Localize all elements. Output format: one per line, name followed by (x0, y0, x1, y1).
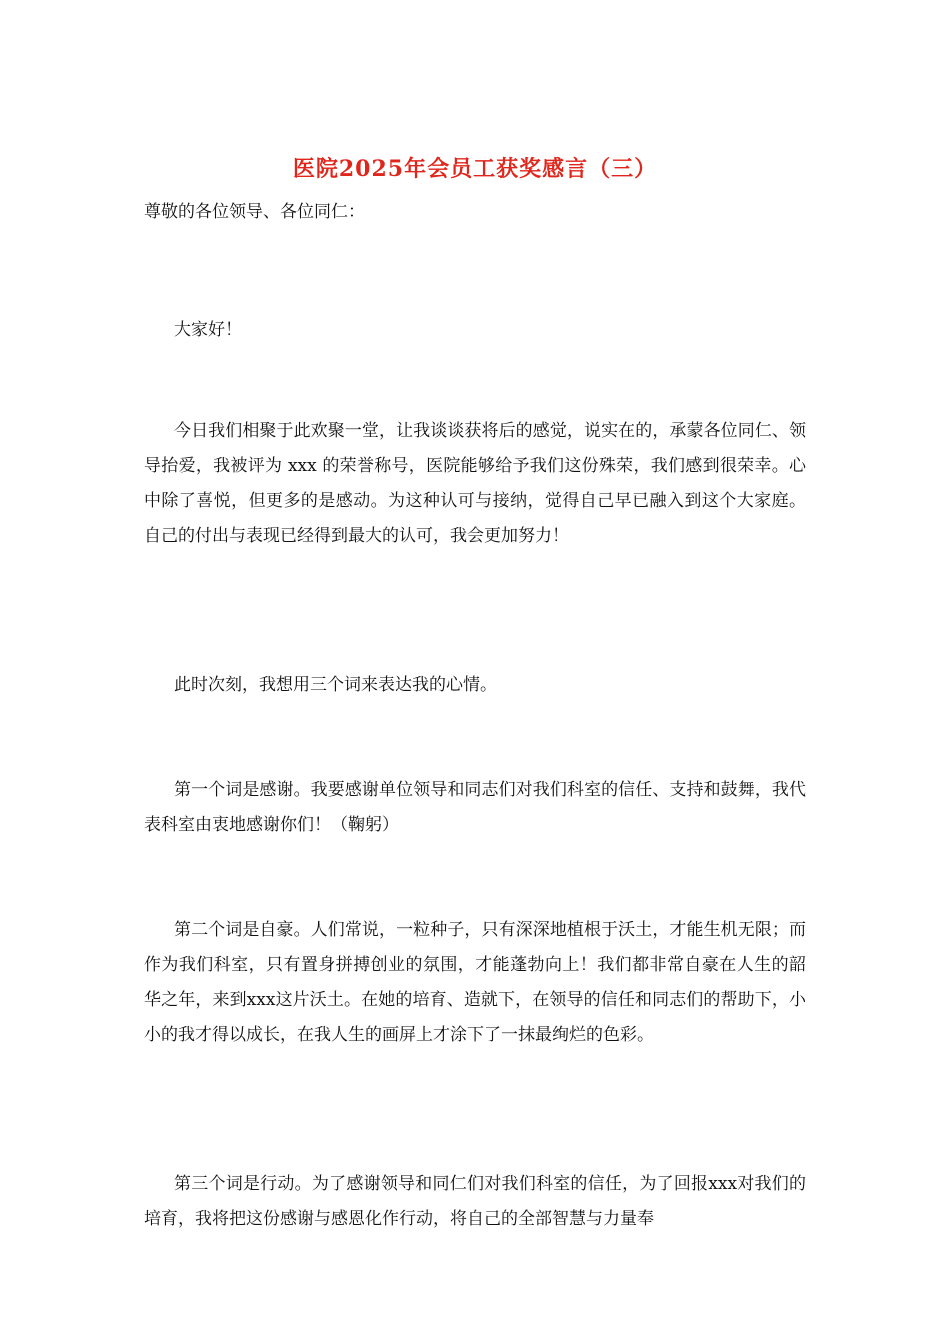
paragraph-pride: 第二个词是自豪。人们常说，一粒种子，只有深深地植根于沃土，才能生机无限；而作为我们科室，只有置身拼搏创业的氛围，才能蓬勃向上！我们都非常自豪在人生的韶华之年，来到xxx这片沃土。在她的培育、造就下，在领导的信任和同志们的帮助下，小小的我才得以成长，在我人生的画屏上才涂下了一抹最绚烂的色彩。 (144, 920, 806, 1045)
paragraph-action: 第三个词是行动。为了感谢领导和同仁们对我们科室的信任，为了回报xxx对我们的培育，我将把这份感谢与感恩化作行动，将自己的全部智慧与力量奉 (144, 1174, 806, 1229)
paragraph-greeting: 大家好！ (174, 320, 242, 340)
paragraph-thanks: 第一个词是感谢。我要感谢单位领导和同志们对我们科室的信任、支持和鼓舞，我代表科室由衷地感谢你们！（鞠躬） (144, 780, 806, 835)
salutation: 尊敬的各位领导、各位同仁： (144, 202, 365, 222)
paragraph-transition: 此时次刻，我想用三个词来表达我的心情。 (174, 675, 497, 695)
paragraph-intro: 今日我们相聚于此欢聚一堂，让我谈谈获将后的感觉，说实在的，承蒙各位同仁、领导抬爱，我被评为 xxx 的荣誉称号，医院能够给予我们这份殊荣，我们感到很荣幸。心中除了喜悦，但更多的是感动。为这种认可与接纳，觉得自己早已融入到这个大家庭。自己的付出与表现已经得到最大的认可，我会更加努力！ (144, 421, 806, 546)
document-title: 医院2025年会员工获奖感言（三） (292, 156, 658, 182)
